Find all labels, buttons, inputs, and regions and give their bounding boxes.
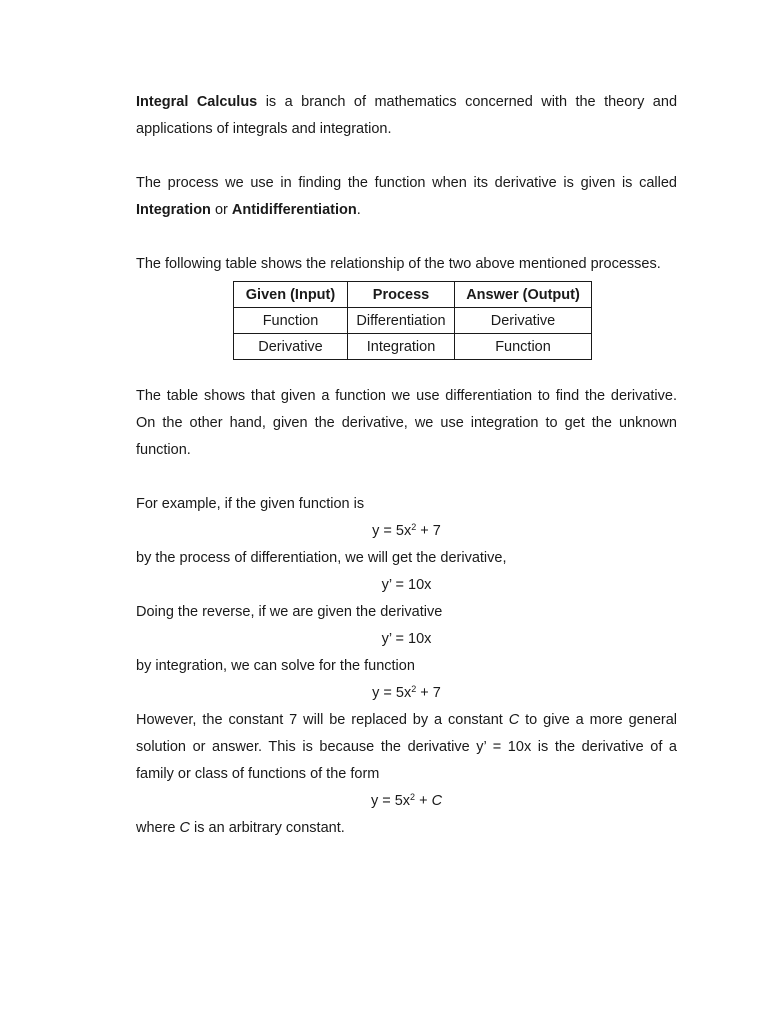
- definition-lead: The process we use in finding the function when its derivative is given is called: [136, 175, 677, 191]
- equation-exponent: 2: [411, 522, 417, 532]
- equation-derivative: y’ = 10x: [381, 577, 432, 593]
- table-header-answer: Answer (Output): [455, 282, 592, 308]
- table-intro-paragraph: The following table shows the relationship of the two above mentioned processes.: [136, 256, 661, 272]
- definition-connector: or: [210, 202, 232, 218]
- example-text: However, the constant 7 will be replaced by a constant: [136, 712, 509, 728]
- equation-function: [136, 680, 677, 707]
- definition-end: .: [356, 202, 361, 218]
- intro-term: Integral Calculus: [136, 94, 258, 110]
- example-text: where: [136, 820, 180, 836]
- constant-variable: C: [179, 820, 191, 836]
- relationship-table: [233, 281, 592, 360]
- equation-text: + 7: [416, 685, 441, 701]
- example-line-6: [136, 815, 677, 842]
- example-line-3: Doing the reverse, if we are given the derivative: [136, 604, 443, 620]
- definition-term-antidifferentiation: Antidifferentiation: [231, 202, 357, 218]
- definition-term-integration: Integration: [136, 202, 211, 218]
- definition-paragraph: [136, 170, 677, 224]
- example-line-4: by integration, we can solve for the function: [136, 658, 415, 674]
- equation-exponent: 2: [410, 792, 416, 802]
- equation-general-form: [136, 788, 677, 815]
- constant-variable: C: [508, 712, 520, 728]
- equation-text: y = 5x: [370, 793, 411, 809]
- document-page: [136, 89, 677, 842]
- table-row: [234, 308, 592, 334]
- table-cell: Derivative: [455, 308, 592, 334]
- equation-function: [136, 518, 677, 545]
- table-header-given: Given (Input): [234, 282, 348, 308]
- table-header-process: Process: [348, 282, 455, 308]
- equation-text: y = 5x: [372, 685, 412, 701]
- example-line-1: For example, if the given function is: [136, 496, 365, 512]
- equation-text: y = 5x: [372, 523, 412, 539]
- table-cell: Function: [455, 334, 592, 360]
- table-row: [234, 334, 592, 360]
- table-cell: Function: [234, 308, 348, 334]
- example-text: to give a more general solution or answer. This is because the derivative y’ = 10x is the derivative of a family or class of functions of the form: [136, 712, 677, 782]
- equation-exponent: 2: [411, 684, 417, 694]
- intro-text: is a branch of mathematics concerned with the theory and applications of integrals and integration.: [136, 94, 678, 137]
- equation-text: +: [415, 793, 432, 809]
- equation-text: + 7: [416, 523, 441, 539]
- table-cell: Derivative: [234, 334, 348, 360]
- example-text: is an arbitrary constant.: [190, 820, 345, 836]
- table-cell: Differentiation: [348, 308, 455, 334]
- table-explain-paragraph: The table shows that given a function we use differentiation to find the derivative. On the other hand, given the derivative, we use integration to get the unknown function.: [136, 388, 677, 458]
- table-header-row: [234, 282, 592, 308]
- example-line-5: [136, 707, 677, 788]
- equation-derivative: y’ = 10x: [381, 631, 432, 647]
- constant-variable: C: [431, 793, 443, 809]
- table-cell: Integration: [348, 334, 455, 360]
- example-line-2: by the process of differentiation, we will get the derivative,: [136, 550, 507, 566]
- intro-paragraph: [136, 89, 677, 143]
